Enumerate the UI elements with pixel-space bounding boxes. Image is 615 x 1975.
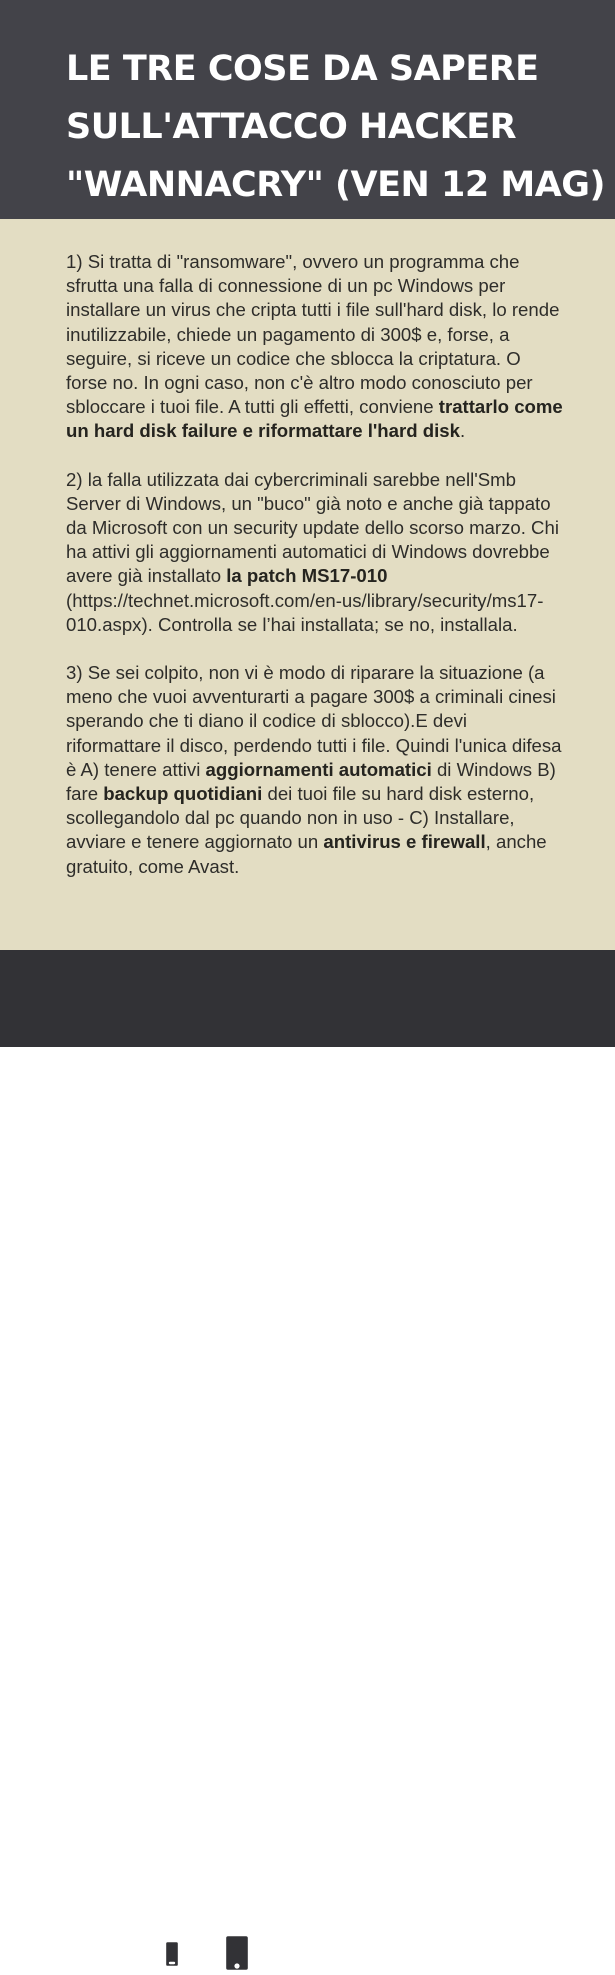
title-line-1: LE TRE COSE DA SAPERE <box>66 49 539 89</box>
body-text: dei tuoi file su hard disk esterno, scollegandolo dal pc quando non in uso - C) Installare, avviare e tenere aggiornato un <box>66 783 535 853</box>
point-1-paragraph <box>66 250 566 444</box>
title-line-2: SULL'ATTACCO HACKER <box>66 107 517 147</box>
page-title <box>66 40 605 214</box>
footer-bar <box>0 950 615 1965</box>
point-2-paragraph <box>66 468 566 637</box>
devices-icon <box>162 1917 252 1975</box>
body-text: 3) Se sei colpito, non vi è modo di riparare la situazione (a meno che vuoi avventurarti a pagare 300$ a criminali cinesi sperando che ti diano il codice di sblocco).E devi riformattare il disco, perdendo tutti i file. Quindi l'unica difesa è A) tenere attivi <box>66 662 562 780</box>
article-body <box>66 250 566 903</box>
highlight-text: aggiornamenti automatici <box>205 758 432 780</box>
body-text: 2) la falla utilizzata dai cybercriminali sarebbe nell'Smb Server di Windows, un "buco" già noto e anche già tappato da Microsoft con un security update dello scorso marzo. Chi ha attivi gli aggiornamenti automatici di Windows dovrebbe avere già installato <box>66 468 559 587</box>
body-text: , anche gratuito, come Avast. <box>66 831 547 877</box>
brand-tagline: CONSULENZA E PROGETTI DIGITALI <box>258 1953 465 1965</box>
body-text: 1) Si tratta di "ransomware", ovvero un programma che sfrutta una falla di connessione di un pc Windows per installare un virus che cripta tutti i file sull'hard disk, lo rende inutilizzabile, chiede un pagamento di 300$ e, forse, a seguire, si riceve un codice che sblocca la criptatura. O forse no. In ogni caso, non c'è altro modo conosciuto per sbloccare i tuoi file. A tutti gli effetti, conviene <box>66 251 560 418</box>
highlight-text: trattarlo come un hard disk failure e riformattare l'hard disk <box>66 396 563 442</box>
point-3-paragraph <box>66 661 566 879</box>
body-text: . <box>459 420 466 442</box>
body-text: di Windows B) fare <box>66 758 556 805</box>
body-text: (https://technet.microsoft.com/en-us/library/security/ms17-010.aspx). Controlla se l’hai installata; se no, installala. <box>66 589 544 635</box>
header-banner <box>0 0 615 219</box>
brand-name: alberto_pozzi <box>258 1910 477 1948</box>
highlight-text: antivirus e firewall <box>323 831 486 853</box>
highlight-text: la patch MS17-010 <box>226 565 388 587</box>
highlight-text: backup quotidiani <box>103 783 263 805</box>
title-line-3: "WANNACRY" (VEN 12 MAG) <box>66 165 606 205</box>
